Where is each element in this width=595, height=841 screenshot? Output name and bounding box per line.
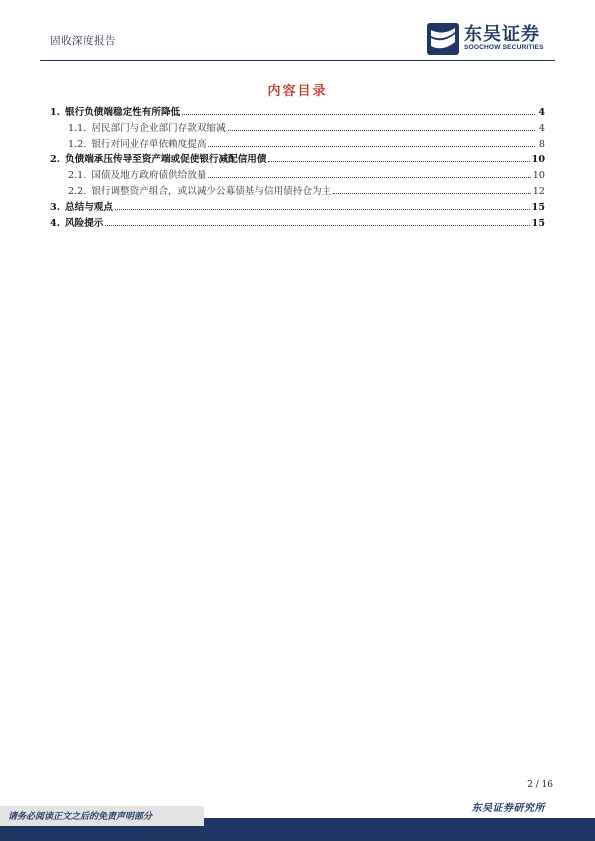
toc-entry-page: 4: [538, 107, 545, 118]
toc-entry-text: 银行调整资产组合，或以减少公募债基与信用债持仓为主: [91, 185, 332, 197]
toc-entry-page: 15: [531, 201, 545, 213]
soochow-logo-icon: [426, 22, 460, 56]
toc-subsection[interactable]: [50, 120, 545, 136]
toc-entry-number: 2.1.: [68, 170, 87, 182]
toc-title: 内容目录: [267, 84, 328, 99]
company-logo: [426, 20, 554, 56]
toc-subsection[interactable]: [50, 136, 545, 152]
logo-name-cn: 东吴证券: [464, 24, 540, 45]
toc-entry-number: 1.1.: [68, 122, 87, 134]
toc-dot-leader: [228, 130, 535, 131]
toc-entry-text: 居民部门与企业部门存款双缩减: [91, 122, 226, 134]
toc-dot-leader: [105, 225, 529, 226]
header-divider: [40, 60, 555, 61]
toc-entry-page: 10: [531, 154, 545, 166]
footer-disclaimer: [0, 806, 204, 826]
toc-entry-number: 1.: [50, 107, 61, 118]
toc-entry-number: 1.2.: [68, 138, 87, 150]
toc-entry-number: 2.2.: [68, 185, 87, 197]
toc-entry-page: 10: [532, 170, 545, 182]
toc-section[interactable]: [50, 215, 545, 231]
toc-dot-leader: [208, 146, 535, 147]
toc-entry-number: 4.: [50, 217, 61, 229]
toc-dot-leader: [115, 209, 530, 210]
toc-entry-text: 负债端承压传导至资产端或促使银行减配信用债: [65, 154, 267, 166]
toc-entry-page: 12: [532, 185, 545, 197]
toc-entry-text: 银行负债端稳定性有所降低: [65, 107, 181, 118]
toc-entry-text: 银行对同业存单依赖度提高: [91, 138, 207, 150]
toc-entry-text: 风险提示: [65, 217, 104, 229]
toc-subsection[interactable]: [50, 167, 545, 183]
toc-entry-page: 15: [531, 217, 545, 229]
logo-name-en: SOOCHOW SECURITIES: [464, 44, 544, 51]
disclaimer-text: 请务必阅读正文之后的免责声明部分: [8, 812, 153, 822]
table-of-contents: [50, 104, 545, 230]
toc-entry-text: 总结与观点: [65, 201, 113, 213]
toc-dot-leader: [268, 161, 529, 162]
toc-subsection[interactable]: [50, 183, 545, 199]
toc-entry-text: 国债及地方政府债供给放量: [91, 170, 207, 182]
toc-entry-page: 4: [538, 122, 545, 134]
page-number: 2 / 16: [527, 780, 553, 790]
toc-section[interactable]: [50, 199, 545, 215]
toc-entry-number: 2.: [50, 154, 61, 166]
toc-dot-leader: [182, 114, 535, 115]
toc-entry-number: 3.: [50, 201, 61, 213]
toc-dot-leader: [333, 193, 531, 194]
toc-section[interactable]: [50, 151, 545, 167]
toc-entry-page: 8: [538, 138, 545, 150]
toc-dot-leader: [208, 177, 530, 178]
toc-section[interactable]: [50, 104, 545, 120]
report-type-label: 固收深度报告: [50, 35, 116, 47]
footer-institute: 东吴证券研究所: [471, 803, 545, 814]
